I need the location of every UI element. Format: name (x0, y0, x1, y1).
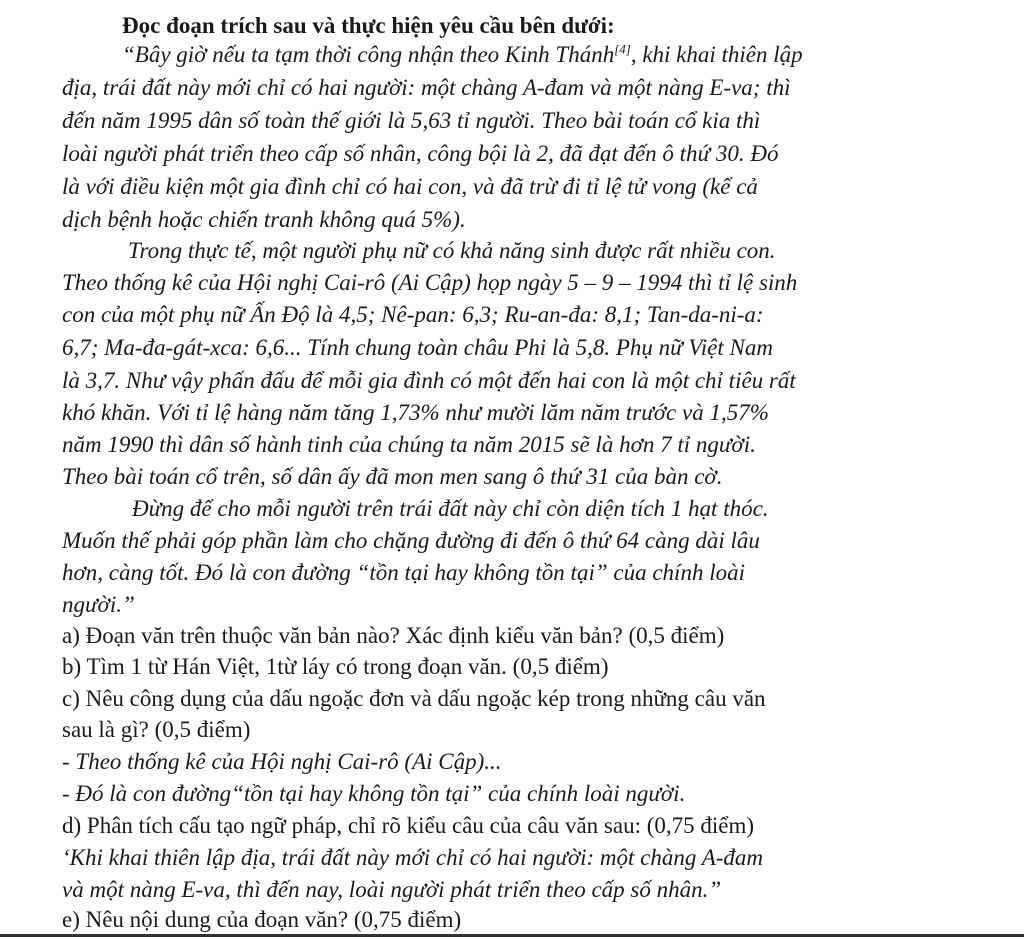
passage-line: 6,7; Ma-đa-gát-xca: 6,6... Tính chung toàn châu Phi là 5,8. Phụ nữ Việt Nam (62, 335, 773, 360)
passage-line: Theo thống kê của Hội nghị Cai-rô (Ai Cập) họp ngày 5 – 9 – 1994 thì tỉ lệ sinh (62, 270, 798, 295)
question-d: d) Phân tích cấu tạo ngữ pháp, chỉ rõ kiểu câu của câu văn sau: (0,75 điểm) (62, 813, 755, 838)
passage-line: là với điều kiện một gia đình chỉ có hai con, và đã trừ đi tỉ lệ tử vong (kể cả (62, 174, 758, 199)
question-d-quote: và một nàng E-va, thì đến nay, loài người phát triển theo cấp số nhân.” (62, 877, 722, 902)
passage-line: địa, trái đất này mới chỉ có hai người: một chàng A-đam và một nàng E-va; thì (62, 75, 791, 100)
passage-line: là 3,7. Như vậy phấn đấu để mỗi gia đình có một đến hai con là một chỉ tiêu rất (62, 368, 796, 393)
question-c: c) Nêu công dụng của dấu ngoặc đơn và dấu ngoặc kép trong những câu văn (62, 686, 766, 711)
question-c-example: - Đó là con đường“tồn tại hay không tồn tại” của chính loài người. (62, 781, 686, 806)
heading: Đọc đoạn trích sau và thực hiện yêu cầu bên dưới: (122, 13, 615, 38)
question-e: e) Nêu nội dung của đoạn văn? (0,75 điểm) (62, 907, 462, 932)
question-a: a) Đoạn văn trên thuộc văn bản nào? Xác định kiểu văn bản? (0,5 điểm) (62, 623, 725, 648)
passage-line: Muốn thế phải góp phần làm cho chặng đường đi đến ô thứ 64 càng dài lâu (62, 528, 760, 553)
footnote-ref: [4] (614, 41, 631, 57)
question-c-cont: sau là gì? (0,5 điểm) (62, 717, 251, 742)
question-d-quote: ‘Khi khai thiên lập địa, trái đất này mới chỉ có hai người: một chàng A-đam (62, 845, 764, 870)
passage-line: đến năm 1995 dân số toàn thế giới là 5,63 tỉ người. Theo bài toán cổ kia thì (62, 108, 761, 133)
passage-line: Trong thực tế, một người phụ nữ có khả năng sinh được rất nhiều con. (128, 238, 776, 263)
passage-line: khó khăn. Với tỉ lệ hàng năm tăng 1,73% như mười lăm năm trước và 1,57% (62, 400, 769, 425)
passage-line: loài người phát triển theo cấp số nhân, công bội là 2, đã đạt đến ô thứ 30. Đó (62, 141, 779, 166)
passage-line: dịch bệnh hoặc chiến tranh không quá 5%). (62, 207, 466, 232)
passage-line: người.” (62, 592, 135, 617)
passage-line: Theo bài toán cổ trên, số dân ấy đã mon men sang ô thứ 31 của bàn cờ. (62, 464, 723, 489)
passage-text: “Bây giờ nếu ta tạm thời công nhận theo Kinh Thánh (122, 42, 615, 67)
passage-text: , khi khai thiên lập (630, 42, 803, 67)
passage-line: hơn, càng tốt. Đó là con đường “tồn tại hay không tồn tại” của chính loài (62, 560, 745, 585)
question-b: b) Tìm 1 từ Hán Việt, 1từ láy có trong đoạn văn. (0,5 điểm) (62, 654, 609, 679)
question-c-example: - Theo thống kê của Hội nghị Cai-rô (Ai Cập)... (62, 749, 502, 774)
passage-line: năm 1990 thì dân số hành tinh của chúng ta năm 2015 sẽ là hơn 7 tỉ người. (62, 432, 756, 457)
passage-line: Đừng để cho mỗi người trên trái đất này chỉ còn diện tích 1 hạt thóc. (132, 496, 769, 521)
bottom-border (0, 934, 1024, 937)
passage-line (122, 40, 1022, 69)
passage-line: con của một phụ nữ Ấn Độ là 4,5; Nê-pan: 6,3; Ru-an-đa: 8,1; Tan-da-ni-a: (62, 302, 764, 327)
